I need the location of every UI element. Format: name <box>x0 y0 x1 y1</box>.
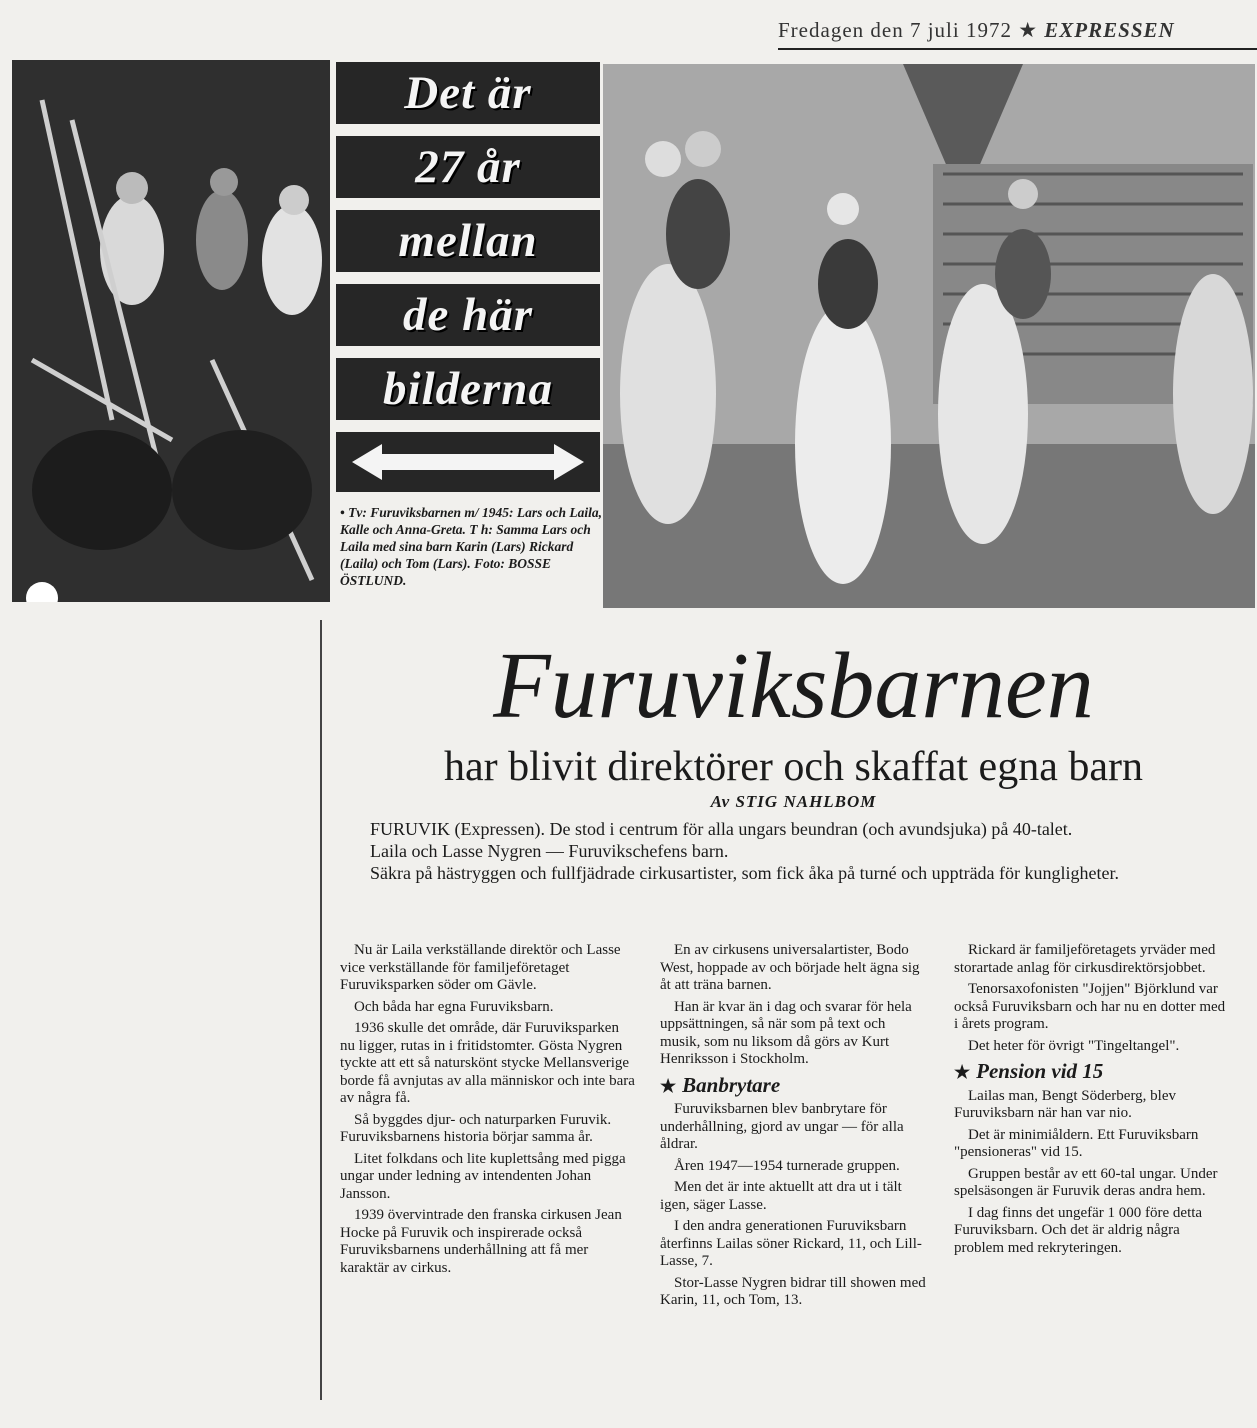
photo-1972-riders <box>603 64 1255 608</box>
paragraph: Så byggdes djur- och naturparken Furuvik. Furuviksbarnens historia börjar samma år. <box>340 1111 612 1145</box>
paragraph: Han är kvar än i dag och svarar för hela uppsättningen, så när som på text och musik, som nu liksom då görs av Kurt Henriksson i Stockholm. <box>660 998 912 1067</box>
paragraph: Det heter för övrigt "Tingeltangel". <box>968 1037 1180 1054</box>
column-2 <box>660 942 928 1314</box>
paragraph: I dag finns det ungefär 1 000 före detta Furuviksbarn. Och det är aldrig några problem med rekryteringen. <box>954 1204 1203 1256</box>
lede <box>340 818 1240 884</box>
photo-1945-figures <box>12 60 330 602</box>
subhead-pension <box>954 1059 1232 1083</box>
photo-1945 <box>12 60 330 602</box>
paragraph: Gruppen består av ett 60-tal ungar. Under spelsäsongen är Furuvik deras andra hem. <box>954 1165 1218 1199</box>
lede-paragraph: Laila och Lasse Nygren — Furuvikschefens barn. <box>370 841 729 861</box>
star-icon: ★ <box>660 1075 677 1096</box>
byline: Av STIG NAHLBOM <box>710 792 877 811</box>
paragraph: Lailas man, Bengt Söderberg, blev Furuviksbarn när han var nio. <box>954 1087 1177 1121</box>
star-icon: ★ <box>1018 18 1039 42</box>
newspaper-name: EXPRESSEN <box>1044 18 1175 42</box>
paragraph: En av cirkusens universalartister, Bodo West, hoppade av och började helt ägna sig åt att träna barnen. <box>660 942 920 993</box>
double-arrow-icon <box>348 440 588 484</box>
double-arrow-bar <box>336 432 600 492</box>
star-icon: ★ <box>954 1062 971 1082</box>
paragraph: Stor-Lasse Nygren bidrar till showen med Karin, 11, och Tom, 13. <box>660 1274 926 1308</box>
paragraph: Men det är inte aktuellt att dra ut i tält igen, säger Lasse. <box>660 1179 902 1213</box>
paragraph: I den andra generationen Furuviksbarn återfinns Lailas söner Rickard, 11, och Lill-Lasse, 7. <box>660 1218 922 1269</box>
paragraph: 1939 övervintrade den franska cirkusen Jean Hocke på Furuvik och inspirerade också Furuviksbarnens underhållning att få mer karaktär av cirkus. <box>340 1207 622 1276</box>
paragraph: Åren 1947—1954 turnerade gruppen. <box>674 1157 900 1174</box>
article-title: Furuviksbarnen <box>493 634 1094 738</box>
column-3 <box>954 942 1232 1261</box>
paragraph: Tenorsaxofonisten "Jojjen" Björklund var också Furuviksbarn och har nu en dotter med i årets program. <box>954 981 1226 1032</box>
lede-paragraph: Säkra på hästryggen och fullfjädrade cirkusartister, som fick åka på turné och uppträda för kungligheter. <box>370 863 1120 883</box>
article-subtitle: har blivit direktörer och skaffat egna barn <box>444 744 1143 790</box>
dateline <box>778 18 1257 50</box>
column-1 <box>340 942 636 1281</box>
paragraph: Och båda har egna Furuviksbarn. <box>354 998 554 1015</box>
headline-bar: de här <box>336 284 600 346</box>
headline-bar: Det är <box>336 62 600 124</box>
photo-caption: • Tv: Furuviksbarnen m/ 1945: Lars och Laila, Kalle och Anna-Greta. T h: Samma Lars och Laila med sina barn Karin (Lars) Rickard (Laila) och Tom (Lars). Foto: BOSSE ÖSTLUND. <box>340 505 602 588</box>
paragraph: Det är minimiåldern. Ett Furuviksbarn "pensioneras" vid 15. <box>954 1126 1199 1160</box>
paragraph: Litet folkdans och lite kuplettsång med pigga ungar under ledning av intendenten Johan Jansson. <box>340 1150 626 1202</box>
paragraph: Furuviksbarnen blev banbrytare för underhållning, gjord av ungar — för alla åldrar. <box>660 1101 904 1152</box>
date-text: Fredagen den 7 juli 1972 <box>778 18 1012 42</box>
photo-1972 <box>603 64 1255 608</box>
headline-bar: bilderna <box>336 358 600 420</box>
paragraph: 1936 skulle det område, där Furuviksparken nu ligger, rutas in i fritidstomter. Gösta Nygren tyckte att ett så naturskönt stycke Mellansverige borde få avnjutas av alla människor och inte bara av några få. <box>340 1020 635 1106</box>
headline-bar: mellan <box>336 210 600 272</box>
column-rule <box>320 620 322 1400</box>
headline-stack <box>336 62 600 504</box>
subhead-banbrytare <box>660 1072 928 1097</box>
lede-paragraph: FURUVIK (Expressen). De stod i centrum för alla ungars beundran (och avundsjuka) på 40-talet. <box>370 819 1073 839</box>
subhead-text: Banbrytare <box>682 1072 781 1097</box>
paragraph: Rickard är familjeföretagets yrväder med storartade anlag för cirkusdirektörsjobbet. <box>954 942 1216 976</box>
headline-bar: 27 år <box>336 136 600 198</box>
subhead-text: Pension vid 15 <box>976 1059 1104 1083</box>
paragraph: Nu är Laila verkställande direktör och Lasse vice verkställande för familjeföretaget Furuviksparken söder om Gävle. <box>340 942 621 993</box>
